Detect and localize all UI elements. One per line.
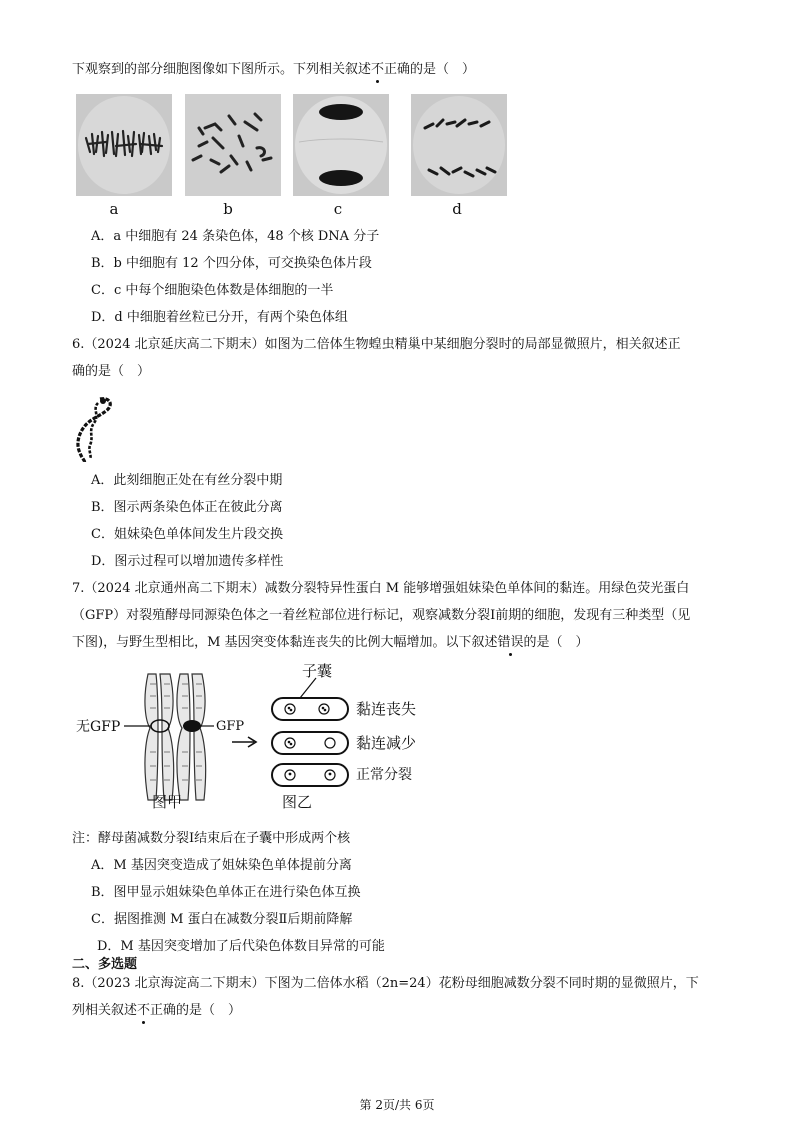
q8-stem-emphasis: 不 (137, 1003, 151, 1018)
page-footer: 第 2页/共 6页 (359, 1098, 435, 1112)
q7-stem-line1: 7.（2024 北京通州高二下期末）减数分裂特异性蛋白 M 能够增强姐妹染色单体间的黏连。用绿色荧光蛋白 (72, 581, 690, 596)
section-title-multiple-choice: 二、多选题 (72, 957, 138, 972)
q7-stem-emphasis: 错误 (497, 635, 524, 650)
micrograph-label-b: b (223, 200, 233, 218)
fig7-label-gfp: GFP (216, 719, 245, 734)
q7-note: 注：酵母菌减数分裂Ⅰ结束后在子囊中形成两个核 (72, 831, 351, 846)
micrograph-a (76, 94, 172, 196)
q7-option-d[interactable]: D．M 基因突变增加了后代染色体数目异常的可能 (97, 939, 385, 954)
q5-option-c[interactable]: C．c 中每个细胞染色体数是体细胞的一半 (91, 283, 334, 298)
q8-stem-line2: 列相关叙述不正确的是（ ） (72, 1003, 242, 1018)
fig7-type-reduced: 黏连减少 (356, 734, 417, 752)
micrograph-d (411, 94, 507, 196)
q7-stem-line3: 下图)，与野生型相比，M 基因突变体黏连丧失的比例大幅增加。以下叙述错误的是（ ） (72, 635, 589, 650)
q6-option-c[interactable]: C．姐妹染色单体间发生片段交换 (91, 527, 283, 542)
q6-stem-line2: 确的是（ ） (72, 364, 151, 379)
fig7-type-lost: 黏连丧失 (356, 700, 417, 718)
micrograph-b (185, 94, 281, 196)
micrograph-label-c: c (333, 200, 343, 218)
q5-option-b[interactable]: B．b 中细胞有 12 个四分体，可交换染色体片段 (91, 256, 372, 271)
q5-intro: 下观察到的部分细胞图像如下图所示。下列相关叙述不正确的是（ ） (72, 62, 476, 77)
q5-intro-emphasis: 不 (371, 62, 385, 77)
micrograph-label-a: a (109, 200, 119, 218)
q7-option-a[interactable]: A．M 基因突变造成了姐妹染色单体提前分离 (91, 858, 352, 873)
fig7-type-normal: 正常分裂 (356, 767, 412, 783)
micrograph-label-d: d (452, 200, 462, 218)
q5-option-a[interactable]: A．a 中细胞有 24 条染色体，48 个核 DNA 分子 (91, 229, 380, 244)
q6-stem-line1: 6.（2024 北京延庆高二下期末）如图为二倍体生物蝗虫精巢中某细胞分裂时的局部显微照片，相关叙述正 (72, 337, 681, 352)
q8-stem-line1: 8.（2023 北京海淀高二下期末）下图为二倍体水稻（2n=24）花粉母细胞减数分裂不同时期的显微照片，下 (72, 976, 699, 991)
fig7-caption-right: 图乙 (282, 793, 313, 811)
fig7-caption-left: 图甲 (152, 793, 183, 811)
micrograph-c (293, 94, 389, 196)
fig7-label-ascus: 子囊 (302, 662, 333, 680)
q6-option-b[interactable]: B．图示两条染色体正在彼此分离 (91, 500, 283, 515)
q7-figure (76, 662, 426, 812)
q7-stem-line2: （GFP）对裂殖酵母同源染色体之一着丝粒部位进行标记，观察减数分裂Ⅰ前期的细胞，发现有三种类型（见 (72, 608, 691, 623)
q6-option-d[interactable]: D．图示过程可以增加遗传多样性 (91, 554, 284, 569)
q7-option-b[interactable]: B．图甲显示姐妹染色单体正在进行染色体互换 (91, 885, 361, 900)
fig7-label-no-gfp: 无GFP (76, 719, 121, 735)
q7-option-c[interactable]: C．据图推测 M 蛋白在减数分裂Ⅱ后期前降解 (91, 912, 353, 927)
q5-option-d[interactable]: D．d 中细胞着丝粒已分开，有两个染色体组 (91, 310, 348, 325)
q6-option-a[interactable]: A．此刻细胞正处在有丝分裂中期 (91, 473, 283, 488)
q6-chromosome-micrograph (70, 393, 118, 465)
